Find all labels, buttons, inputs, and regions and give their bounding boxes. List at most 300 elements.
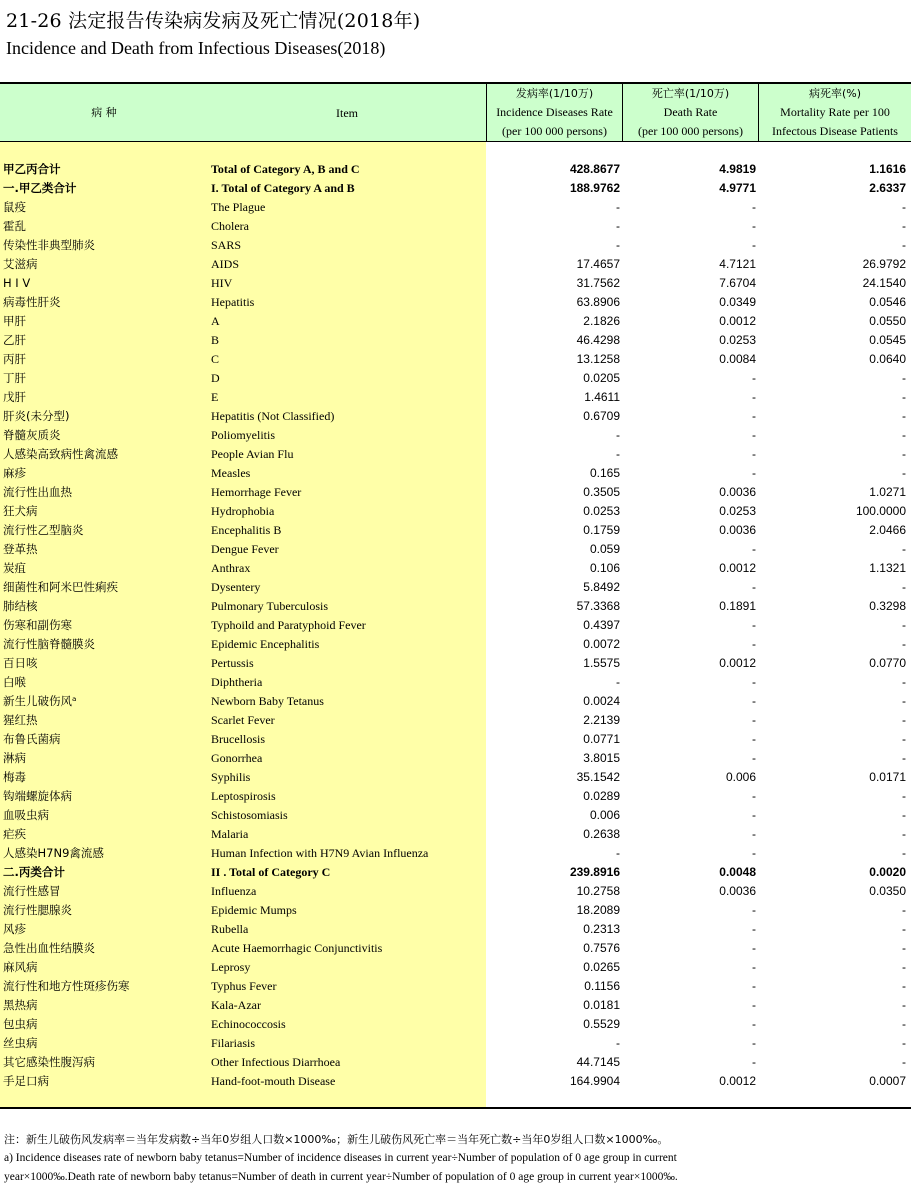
disease-cn-cell: 麻疹	[3, 466, 26, 480]
death-rate-cell: -	[752, 390, 756, 404]
table-row	[0, 958, 911, 977]
incidence-rate-cell: 5.8492	[583, 580, 620, 594]
disease-cn-cell: 包虫病	[3, 1017, 38, 1031]
incidence-rate-cell: 0.4397	[583, 618, 620, 632]
disease-en-cell: Echinococcosis	[211, 1017, 286, 1031]
disease-cn-cell: 传染性非典型肺炎	[3, 238, 95, 252]
death-rate-cell: 4.7121	[719, 257, 756, 271]
incidence-rate-cell: -	[616, 675, 620, 689]
table-row	[0, 806, 911, 825]
disease-en-cell: Schistosomiasis	[211, 808, 288, 822]
death-rate-cell: 4.9819	[719, 162, 756, 176]
mortality-rate-cell: 1.0271	[869, 485, 906, 499]
disease-en-cell: Anthrax	[211, 561, 251, 575]
mortality-rate-cell: -	[902, 846, 906, 860]
incidence-rate-cell: 44.7145	[576, 1055, 620, 1069]
table-row	[0, 920, 911, 939]
disease-cn-cell: 淋病	[3, 751, 26, 765]
header-incidence-cn: 发病率(1/10万)	[515, 87, 594, 100]
page-title-cn: 21-26 法定报告传染病发病及死亡情况(2018年)	[6, 10, 421, 32]
disease-cn-cell: 甲乙丙合计	[3, 162, 61, 176]
death-rate-cell: -	[752, 846, 756, 860]
incidence-rate-cell: 18.2089	[576, 903, 620, 917]
incidence-rate-cell: -	[616, 200, 620, 214]
disease-en-cell: C	[211, 352, 220, 366]
death-rate-cell: -	[752, 941, 756, 955]
disease-cn-cell: 梅毒	[3, 770, 26, 784]
disease-cn-cell: 布鲁氏菌病	[3, 732, 61, 746]
table-row	[0, 616, 911, 635]
disease-cn-cell: 流行性脑脊髓膜炎	[3, 637, 95, 651]
mortality-rate-cell: -	[902, 827, 906, 841]
death-rate-cell: -	[752, 618, 756, 632]
death-rate-cell: -	[752, 580, 756, 594]
disease-en-cell: Leptospirosis	[211, 789, 276, 803]
disease-en-cell: AIDS	[211, 257, 240, 271]
disease-en-cell: I. Total of Category A and B	[211, 181, 355, 195]
incidence-rate-cell: 2.2139	[583, 713, 620, 727]
disease-cn-cell: 丁肝	[3, 371, 26, 385]
death-rate-cell: 0.0012	[719, 314, 756, 328]
table-row	[0, 502, 911, 521]
mortality-rate-cell: -	[902, 390, 906, 404]
incidence-rate-cell: 17.4657	[576, 257, 620, 271]
header-incidence	[486, 84, 622, 142]
disease-cn-cell: 人感染高致病性禽流感	[3, 447, 118, 461]
disease-en-cell: Dysentery	[211, 580, 261, 594]
incidence-rate-cell: 31.7562	[576, 276, 620, 290]
table-row	[0, 787, 911, 806]
incidence-rate-cell: 0.0289	[583, 789, 620, 803]
death-rate-cell: -	[752, 1036, 756, 1050]
mortality-rate-cell: 100.0000	[855, 504, 906, 518]
death-rate-cell: 0.0036	[719, 884, 756, 898]
incidence-rate-cell: 0.2313	[583, 922, 620, 936]
disease-en-cell: Malaria	[211, 827, 249, 841]
mortality-rate-cell: 0.0550	[869, 314, 906, 328]
table-row	[0, 388, 911, 407]
disease-en-cell: Hand-foot-mouth Disease	[211, 1074, 336, 1088]
disease-en-cell: A	[211, 314, 220, 328]
incidence-rate-cell: 0.0205	[583, 371, 620, 385]
header-item: Item	[336, 106, 358, 120]
disease-en-cell: Cholera	[211, 219, 249, 233]
table-row	[0, 312, 911, 331]
mortality-rate-cell: -	[902, 1017, 906, 1031]
incidence-rate-cell: 0.7576	[583, 941, 620, 955]
table-row	[0, 768, 911, 787]
table-row	[0, 1034, 911, 1053]
mortality-rate-cell: -	[902, 713, 906, 727]
mortality-rate-cell: 0.0007	[869, 1074, 906, 1088]
header-incidence-unit: (per 100 000 persons)	[502, 124, 607, 138]
incidence-rate-cell: 0.6709	[583, 409, 620, 423]
incidence-rate-cell: 0.165	[589, 466, 620, 480]
mortality-rate-cell: 1.1616	[869, 162, 906, 176]
mortality-rate-cell: -	[902, 960, 906, 974]
table-row	[0, 255, 911, 274]
incidence-rate-cell: 3.8015	[583, 751, 620, 765]
death-rate-cell: 7.6704	[719, 276, 756, 290]
disease-cn-cell: 二.丙类合计	[3, 865, 65, 879]
table-row	[0, 1015, 911, 1034]
mortality-rate-cell: -	[902, 580, 906, 594]
mortality-rate-cell: -	[902, 998, 906, 1012]
disease-cn-cell: 细菌性和阿米巴性痢疾	[3, 580, 118, 594]
incidence-rate-cell: 1.4611	[584, 390, 620, 404]
incidence-rate-cell: -	[616, 1036, 620, 1050]
disease-cn-cell: H I V	[3, 276, 31, 290]
incidence-rate-cell: 0.0024	[583, 694, 620, 708]
table-row	[0, 711, 911, 730]
table-row	[0, 996, 911, 1015]
table-row	[0, 730, 911, 749]
disease-cn-cell: 流行性乙型脑炎	[3, 523, 84, 537]
disease-cn-cell: 猩红热	[3, 713, 38, 727]
mortality-rate-cell: 0.0020	[869, 865, 906, 879]
death-rate-cell: -	[752, 1055, 756, 1069]
disease-en-cell: Pertussis	[211, 656, 254, 670]
disease-cn-cell: 病毒性肝炎	[3, 295, 61, 309]
death-rate-cell: 0.0084	[719, 352, 756, 366]
incidence-rate-cell: 10.2758	[576, 884, 620, 898]
disease-en-cell: Dengue Fever	[211, 542, 279, 556]
death-rate-cell: -	[752, 998, 756, 1012]
disease-cn-cell: 新生儿破伤风ᵃ	[3, 694, 77, 708]
table-row	[0, 350, 911, 369]
header-disease-cn: 病 种	[91, 106, 117, 119]
incidence-rate-cell: 188.9762	[569, 181, 620, 195]
death-rate-cell: -	[752, 751, 756, 765]
disease-cn-cell: 风疹	[3, 922, 26, 936]
death-rate-cell: -	[752, 713, 756, 727]
disease-cn-cell: 流行性和地方性斑疹伤寒	[3, 979, 130, 993]
death-rate-cell: -	[752, 466, 756, 480]
table-row	[0, 863, 911, 882]
disease-en-cell: Encephalitis B	[211, 523, 282, 537]
mortality-rate-cell: 24.1540	[862, 276, 906, 290]
table-row	[0, 882, 911, 901]
header-mortality-unit: Infectous Disease Patients	[772, 124, 898, 138]
mortality-rate-cell: 0.0640	[869, 352, 906, 366]
page-title-en: Incidence and Death from Infectious Diseases(2018)	[6, 38, 386, 58]
death-rate-cell: 0.0012	[719, 656, 756, 670]
table-row	[0, 673, 911, 692]
mortality-rate-cell: -	[902, 979, 906, 993]
mortality-rate-cell: -	[902, 751, 906, 765]
table-row	[0, 236, 911, 255]
footnote-cn: 注：新生儿破伤风发病率＝当年发病数÷当年0岁组人口数×1000‰；新生儿破伤风死亡率＝当年死亡数÷当年0岁组人口数×1000‰。	[4, 1133, 669, 1146]
mortality-rate-cell: -	[902, 808, 906, 822]
disease-en-cell: Scarlet Fever	[211, 713, 275, 727]
header-mortality-en: Mortality Rate per 100	[780, 105, 890, 119]
mortality-rate-cell: 0.0545	[869, 333, 906, 347]
disease-en-cell: Human Infection with H7N9 Avian Influenza	[211, 846, 429, 860]
mortality-rate-cell: 1.1321	[869, 561, 906, 575]
incidence-rate-cell: 0.0265	[583, 960, 620, 974]
disease-cn-cell: 白喉	[3, 675, 26, 689]
mortality-rate-cell: -	[902, 428, 906, 442]
mortality-rate-cell: -	[902, 1036, 906, 1050]
mortality-rate-cell: -	[902, 694, 906, 708]
disease-en-cell: Hepatitis (Not Classified)	[211, 409, 335, 423]
disease-en-cell: Typhoild and Paratyphoid Fever	[211, 618, 366, 632]
incidence-rate-cell: 0.106	[589, 561, 620, 575]
disease-en-cell: II . Total of Category C	[211, 865, 331, 879]
death-rate-cell: -	[752, 960, 756, 974]
table-row	[0, 540, 911, 559]
disease-en-cell: Epidemic Encephalitis	[211, 637, 320, 651]
disease-cn-cell: 流行性腮腺炎	[3, 903, 72, 917]
death-rate-cell: -	[752, 808, 756, 822]
disease-en-cell: HIV	[211, 276, 233, 290]
mortality-rate-cell: 0.0770	[869, 656, 906, 670]
header-mortality	[758, 84, 911, 142]
mortality-rate-cell: -	[902, 200, 906, 214]
death-rate-cell: -	[752, 922, 756, 936]
mortality-rate-cell: -	[902, 542, 906, 556]
mortality-rate-cell: 0.0171	[869, 770, 906, 784]
table-row	[0, 578, 911, 597]
mortality-rate-cell: -	[902, 732, 906, 746]
disease-cn-cell: 其它感染性腹泻病	[3, 1055, 95, 1069]
death-rate-cell: -	[752, 1017, 756, 1031]
table-body	[0, 160, 911, 1091]
disease-en-cell: Other Infectious Diarrhoea	[211, 1055, 341, 1069]
incidence-rate-cell: 63.8906	[576, 295, 620, 309]
footnote-en-line1: a) Incidence diseases rate of newborn baby tetanus=Number of incidence diseases in current year÷Number of population of 0 age group in current	[4, 1152, 677, 1164]
incidence-rate-cell: 0.0253	[583, 504, 620, 518]
disease-en-cell: Acute Haemorrhagic Conjunctivitis	[211, 941, 383, 955]
disease-cn-cell: 伤寒和副伤寒	[3, 618, 72, 632]
incidence-rate-cell: -	[616, 219, 620, 233]
incidence-rate-cell: 239.8916	[569, 865, 620, 879]
disease-cn-cell: 艾滋病	[3, 257, 38, 271]
disease-en-cell: Hydrophobia	[211, 504, 275, 518]
disease-en-cell: Diphtheria	[211, 675, 263, 689]
table-row	[0, 559, 911, 578]
disease-cn-cell: 炭疽	[3, 561, 26, 575]
incidence-rate-cell: 428.8677	[569, 162, 620, 176]
death-rate-cell: -	[752, 200, 756, 214]
table-row	[0, 901, 911, 920]
disease-cn-cell: 丝虫病	[3, 1036, 38, 1050]
disease-cn-cell: 脊髓灰质炎	[3, 428, 61, 442]
header-death-en: Death Rate	[663, 105, 718, 119]
table-row	[0, 939, 911, 958]
disease-en-cell: Syphilis	[211, 770, 251, 784]
death-rate-cell: -	[752, 542, 756, 556]
table-header	[0, 82, 911, 142]
table-row	[0, 654, 911, 673]
table-bottom-rule	[0, 1107, 911, 1109]
mortality-rate-cell: 2.0466	[869, 523, 906, 537]
death-rate-cell: 0.0253	[719, 504, 756, 518]
incidence-rate-cell: 0.0771	[583, 732, 620, 746]
death-rate-cell: -	[752, 675, 756, 689]
table-row	[0, 749, 911, 768]
death-rate-cell: 0.1891	[719, 599, 756, 613]
mortality-rate-cell: -	[902, 675, 906, 689]
disease-en-cell: Influenza	[211, 884, 257, 898]
disease-cn-cell: 登革热	[3, 542, 38, 556]
mortality-rate-cell: -	[902, 618, 906, 632]
table-row	[0, 464, 911, 483]
death-rate-cell: 0.006	[725, 770, 756, 784]
mortality-rate-cell: 2.6337	[869, 181, 906, 195]
incidence-rate-cell: 2.1826	[583, 314, 620, 328]
incidence-rate-cell: 57.3368	[576, 599, 620, 613]
death-rate-cell: -	[752, 732, 756, 746]
disease-en-cell: Filariasis	[211, 1036, 255, 1050]
incidence-rate-cell: -	[616, 238, 620, 252]
incidence-rate-cell: 0.0072	[583, 637, 620, 651]
header-death-unit: (per 100 000 persons)	[638, 124, 743, 138]
disease-cn-cell: 乙肝	[3, 333, 26, 347]
death-rate-cell: -	[752, 637, 756, 651]
disease-en-cell: Pulmonary Tuberculosis	[211, 599, 329, 613]
disease-cn-cell: 一.甲乙类合计	[3, 181, 77, 195]
death-rate-cell: 0.0012	[719, 561, 756, 575]
disease-en-cell: SARS	[211, 238, 242, 252]
disease-en-cell: Epidemic Mumps	[211, 903, 297, 917]
disease-en-cell: Poliomyelitis	[211, 428, 276, 442]
disease-cn-cell: 血吸虫病	[3, 808, 49, 822]
table-row	[0, 217, 911, 236]
footnote-en-line2: year×1000‰.Death rate of newborn baby tetanus=Number of death in current year÷Number of population of 0 age group in current year×1000‰.	[4, 1171, 678, 1183]
table-row	[0, 369, 911, 388]
incidence-rate-cell: 13.1258	[576, 352, 620, 366]
disease-en-cell: Hemorrhage Fever	[211, 485, 302, 499]
death-rate-cell: -	[752, 447, 756, 461]
disease-cn-cell: 钩端螺旋体病	[3, 789, 72, 803]
disease-cn-cell: 流行性出血热	[3, 485, 72, 499]
death-rate-cell: 0.0012	[719, 1074, 756, 1088]
disease-en-cell: Gonorrhea	[211, 751, 263, 765]
mortality-rate-cell: -	[902, 466, 906, 480]
disease-en-cell: People Avian Flu	[211, 447, 294, 461]
table-row	[0, 597, 911, 616]
incidence-rate-cell: 35.1542	[576, 770, 620, 784]
incidence-rate-cell: 0.1759	[583, 523, 620, 537]
mortality-rate-cell: 0.3298	[869, 599, 906, 613]
header-mortality-cn: 病死率(%)	[808, 87, 862, 100]
incidence-rate-cell: 0.059	[589, 542, 620, 556]
disease-en-cell: Newborn Baby Tetanus	[211, 694, 324, 708]
disease-en-cell: D	[211, 371, 220, 385]
disease-cn-cell: 戊肝	[3, 390, 26, 404]
death-rate-cell: -	[752, 428, 756, 442]
table-row	[0, 274, 911, 293]
death-rate-cell: 0.0253	[719, 333, 756, 347]
disease-cn-cell: 疟疾	[3, 827, 26, 841]
disease-en-cell: The Plague	[211, 200, 266, 214]
incidence-rate-cell: 0.1156	[584, 979, 620, 993]
table-row	[0, 426, 911, 445]
death-rate-cell: 0.0349	[719, 295, 756, 309]
death-rate-cell: -	[752, 979, 756, 993]
incidence-rate-cell: 0.006	[589, 808, 620, 822]
incidence-rate-cell: 164.9904	[569, 1074, 620, 1088]
mortality-rate-cell: -	[902, 941, 906, 955]
disease-cn-cell: 急性出血性结膜炎	[3, 941, 95, 955]
mortality-rate-cell: 0.0350	[869, 884, 906, 898]
table-row	[0, 179, 911, 198]
death-rate-cell: -	[752, 238, 756, 252]
incidence-rate-cell: -	[616, 428, 620, 442]
mortality-rate-cell: -	[902, 789, 906, 803]
disease-en-cell: Total of Category A, B and C	[211, 162, 360, 176]
disease-cn-cell: 流行性感冒	[3, 884, 61, 898]
table-row	[0, 692, 911, 711]
disease-en-cell: Leprosy	[211, 960, 251, 974]
header-death	[622, 84, 758, 142]
incidence-rate-cell: 0.3505	[583, 485, 620, 499]
disease-cn-cell: 丙肝	[3, 352, 26, 366]
incidence-rate-cell: 0.2638	[583, 827, 620, 841]
death-rate-cell: -	[752, 694, 756, 708]
death-rate-cell: -	[752, 789, 756, 803]
mortality-rate-cell: -	[902, 371, 906, 385]
table-row	[0, 198, 911, 217]
disease-cn-cell: 麻风病	[3, 960, 38, 974]
death-rate-cell: 0.0036	[719, 485, 756, 499]
incidence-rate-cell: -	[616, 447, 620, 461]
mortality-rate-cell: -	[902, 409, 906, 423]
disease-cn-cell: 人感染H7N9禽流感	[3, 846, 104, 860]
disease-en-cell: Typhus Fever	[211, 979, 277, 993]
disease-cn-cell: 霍乱	[3, 219, 26, 233]
table-row	[0, 1072, 911, 1091]
mortality-rate-cell: -	[902, 447, 906, 461]
table-row	[0, 521, 911, 540]
mortality-rate-cell: -	[902, 1055, 906, 1069]
death-rate-cell: -	[752, 219, 756, 233]
disease-cn-cell: 百日咳	[3, 656, 38, 670]
disease-cn-cell: 鼠疫	[3, 200, 26, 214]
death-rate-cell: 0.0048	[719, 865, 756, 879]
disease-en-cell: Hepatitis	[211, 295, 255, 309]
incidence-rate-cell: 0.0181	[583, 998, 620, 1012]
mortality-rate-cell: -	[902, 922, 906, 936]
table-row	[0, 445, 911, 464]
disease-en-cell: Brucellosis	[211, 732, 265, 746]
death-rate-cell: 4.9771	[719, 181, 756, 195]
death-rate-cell: -	[752, 409, 756, 423]
incidence-rate-cell: 0.5529	[583, 1017, 620, 1031]
disease-en-cell: E	[211, 390, 219, 404]
disease-en-cell: Measles	[211, 466, 251, 480]
death-rate-cell: -	[752, 903, 756, 917]
incidence-rate-cell: -	[616, 846, 620, 860]
table-row	[0, 635, 911, 654]
death-rate-cell: 0.0036	[719, 523, 756, 537]
disease-cn-cell: 狂犬病	[3, 504, 38, 518]
disease-en-cell: Kala-Azar	[211, 998, 261, 1012]
disease-cn-cell: 甲肝	[3, 314, 26, 328]
disease-cn-cell: 黑热病	[3, 998, 38, 1012]
disease-cn-cell: 肺结核	[3, 599, 38, 613]
table-row	[0, 160, 911, 179]
table-row	[0, 977, 911, 996]
death-rate-cell: -	[752, 827, 756, 841]
death-rate-cell: -	[752, 371, 756, 385]
mortality-rate-cell: -	[902, 903, 906, 917]
mortality-rate-cell: 0.0546	[869, 295, 906, 309]
table-row	[0, 407, 911, 426]
table-row	[0, 483, 911, 502]
table-row	[0, 825, 911, 844]
